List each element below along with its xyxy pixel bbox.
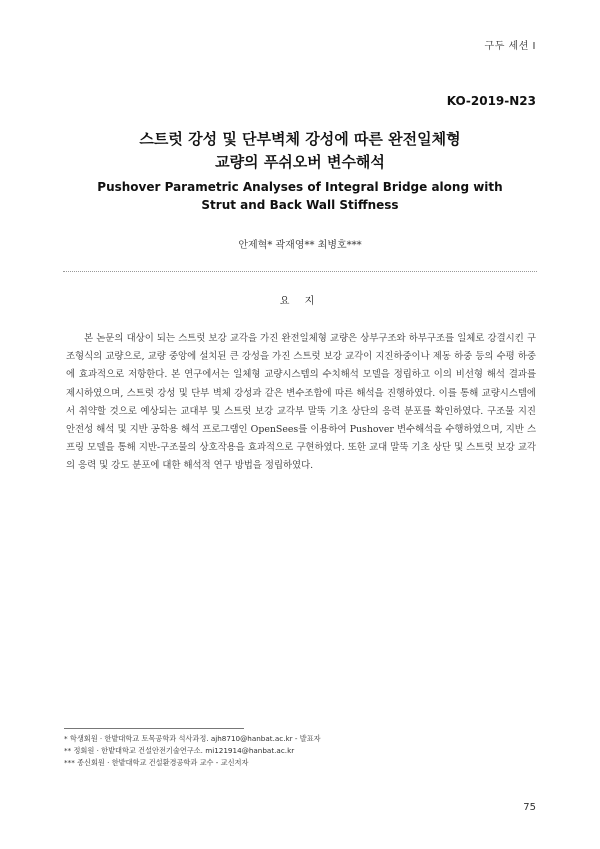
abstract-body: 본 논문의 대상이 되는 스트럿 보강 교각을 가진 완전일체형 교량은 상부구조와 하부구조를 일체로 강결시킨 구조형식의 교량으로, 교량 중앙에 설치된 큰 강성을 가진 스트럿 보강 교각이 지진하중이나 제동 하중 등의 수평 하중에 효과적으로 저항한다. 본 연구에서는 일체형 교량시스템의 수치해석 모델을 정립하고 이의 비선형 해석 결과를 제시하였으며, 스트럿 강성 및 단부 벽체 강성과 같은 변수조합에 따른 해석을 진행하였다. 이를 통해 교량시스템에서 취약할 것으로 예상되는 교대부 및 스트럿 보강 교각부 말뚝 기초 상단의 응력 분포를 확인하였다. 구조물 지진 안전성 해석 및 지반 공학용 해석 프로그램인 OpenSees를 이용하여 Pushover 변수해석을 수행하였으며, 지반 스프링 모델을 통해 지반-구조물의 상호작용을 효과적으로 구현하였다. 또한 교대 말뚝 기초 상단 및 스트럿 보강 교각의 응력 및 강도 분포에 대한 해석적 연구 방법을 정립하였다. [66,333,536,472]
footnote-author-1: * 학생회원 · 한밭대학교 토목공학과 석사과정. ajh8710@hanbat.ac.kr - 발표자 [64,734,321,743]
author-list: 안제혁* 곽재영** 최병호*** [238,240,362,251]
section-divider [63,271,537,272]
footnote-author-2: ** 정회원 · 한밭대학교 건설안전기술연구소. mi121914@hanbat.ac.kr [64,746,295,755]
footnote-rule [64,728,244,729]
page-number: 75 [523,802,536,813]
title-english-line-1: Pushover Parametric Analyses of Integral Bridge along with [97,180,503,194]
title-korean-line-1: 스트럿 강성 및 단부벽체 강성에 따른 완전일체형 [139,130,461,148]
title-korean-line-2: 교량의 푸쉬오버 변수해석 [215,153,385,171]
footnote-author-3: *** 종신회원 · 한밭대학교 건설환경공학과 교수 - 교신저자 [64,758,249,767]
running-header: 구두 세션 Ⅰ [484,41,536,52]
paper-code: KO-2019-N23 [446,94,536,108]
abstract-heading: 요 지 [279,296,321,307]
title-english-line-2: Strut and Back Wall Stiffness [201,198,399,212]
